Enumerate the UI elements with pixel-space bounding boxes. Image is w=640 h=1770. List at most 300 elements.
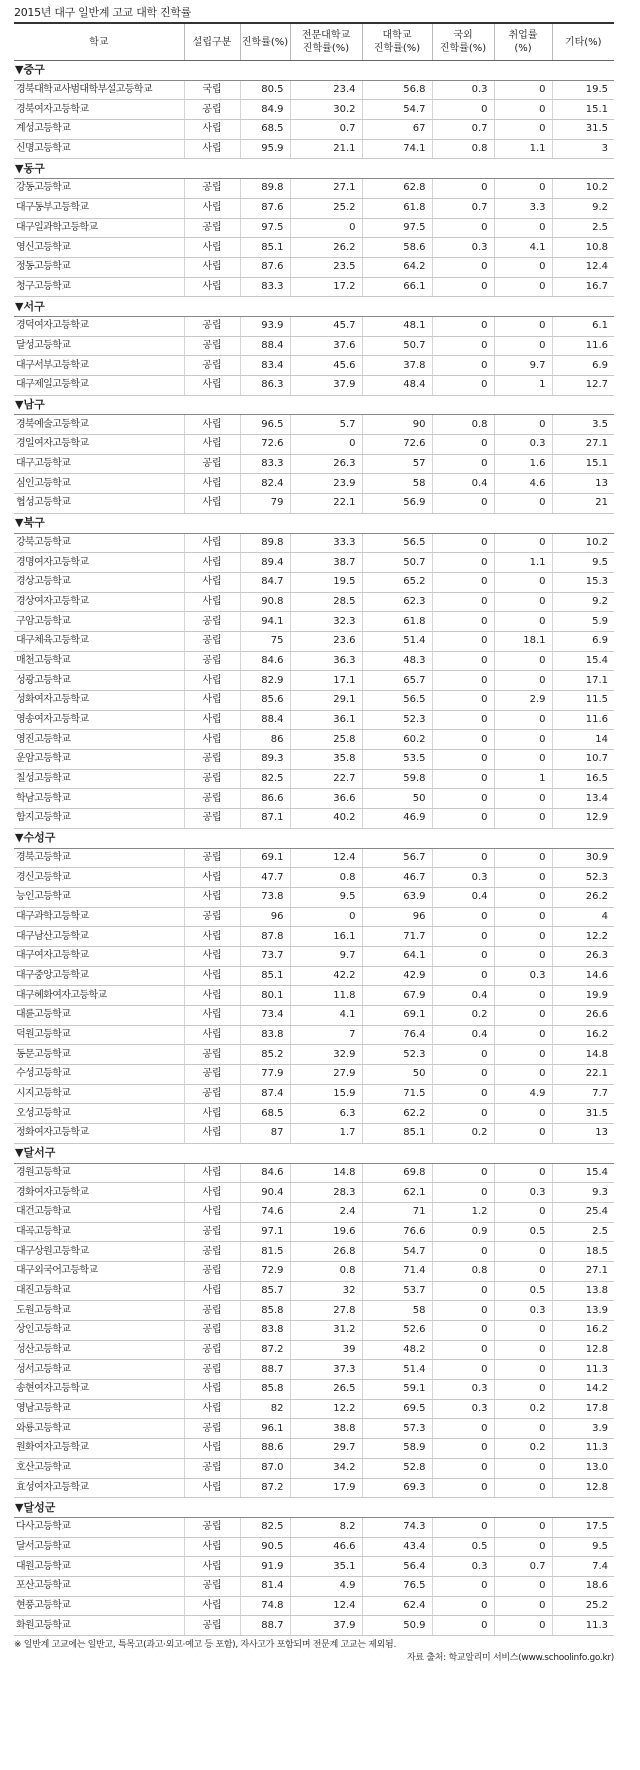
rate-cell: 61.8 [362, 198, 432, 218]
rate-cell: 0 [494, 1006, 552, 1026]
school-name: 영남고등학교 [14, 1399, 184, 1419]
school-name: 효성여자고등학교 [14, 1478, 184, 1498]
column-header [290, 23, 362, 61]
rate-cell: 87.6 [240, 198, 290, 218]
rate-cell: 0 [494, 572, 552, 592]
school-name: 호산고등학교 [14, 1458, 184, 1478]
rate-cell: 62.4 [362, 1596, 432, 1616]
rate-cell: 36.1 [290, 710, 362, 730]
rate-cell: 37.3 [290, 1360, 362, 1380]
table-row [14, 1222, 614, 1242]
rate-cell: 52.3 [362, 1045, 432, 1065]
rate-cell: 0 [432, 336, 494, 356]
school-name: 와룡고등학교 [14, 1419, 184, 1439]
rate-cell: 3.3 [494, 198, 552, 218]
school-name: 대원고등학교 [14, 1557, 184, 1577]
school-name: 경북대학교사범대학부설고등학교 [14, 80, 184, 100]
rate-cell: 84.7 [240, 572, 290, 592]
rate-cell: 37.9 [290, 376, 362, 396]
rate-cell: 57.3 [362, 1419, 432, 1439]
rate-cell: 0 [494, 179, 552, 199]
rate-cell: 62.3 [362, 592, 432, 612]
establishment-type: 사립 [184, 1399, 240, 1419]
table-row [14, 1202, 614, 1222]
rate-cell: 13.9 [552, 1301, 614, 1321]
column-header-sublabel: 진학률(%) [302, 43, 350, 54]
rate-cell: 27.9 [290, 1065, 362, 1085]
school-name: 덕원고등학교 [14, 1025, 184, 1045]
rate-cell: 21.1 [290, 139, 362, 159]
school-name: 능인고등학교 [14, 887, 184, 907]
rate-cell: 1.6 [494, 454, 552, 474]
rate-cell: 30.9 [552, 848, 614, 868]
rate-cell: 0 [432, 1163, 494, 1183]
rate-cell: 76.5 [362, 1576, 432, 1596]
rate-cell: 52.6 [362, 1321, 432, 1341]
school-name: 경상고등학교 [14, 572, 184, 592]
rate-cell: 9.5 [552, 553, 614, 573]
school-name: 대건고등학교 [14, 1202, 184, 1222]
rate-cell: 1.7 [290, 1124, 362, 1144]
table-row [14, 1537, 614, 1557]
rate-cell: 74.3 [362, 1517, 432, 1537]
establishment-type: 사립 [184, 1281, 240, 1301]
rate-cell: 21 [552, 494, 614, 514]
rate-cell: 0 [432, 946, 494, 966]
rate-cell: 56.9 [362, 494, 432, 514]
establishment-type: 사립 [184, 691, 240, 711]
rate-cell: 71.4 [362, 1261, 432, 1281]
rate-cell: 36.6 [290, 789, 362, 809]
establishment-type: 사립 [184, 1537, 240, 1557]
rate-cell: 4 [552, 907, 614, 927]
school-name: 강북고등학교 [14, 533, 184, 553]
establishment-type: 공립 [184, 1084, 240, 1104]
column-header-label: 학교 [89, 36, 109, 48]
school-name: 영송여자고등학교 [14, 710, 184, 730]
rate-cell: 11.3 [552, 1439, 614, 1459]
rate-cell: 0 [432, 848, 494, 868]
table-row [14, 198, 614, 218]
rate-cell: 0 [494, 1202, 552, 1222]
rate-cell: 12.4 [290, 848, 362, 868]
column-header [184, 23, 240, 61]
rate-cell: 0 [494, 927, 552, 947]
rate-cell: 17.5 [552, 1517, 614, 1537]
rate-cell: 71.7 [362, 927, 432, 947]
rate-cell: 19.6 [290, 1222, 362, 1242]
table-row [14, 1006, 614, 1026]
rate-cell: 38.8 [290, 1419, 362, 1439]
rate-cell: 15.4 [552, 1163, 614, 1183]
rate-cell: 97.1 [240, 1222, 290, 1242]
rate-cell: 80.5 [240, 80, 290, 100]
rate-cell: 0 [432, 454, 494, 474]
rate-cell: 90.4 [240, 1183, 290, 1203]
table-row [14, 1576, 614, 1596]
rate-cell: 0 [432, 1242, 494, 1262]
rate-cell: 86.6 [240, 789, 290, 809]
rate-cell: 88.4 [240, 710, 290, 730]
region-row [14, 61, 614, 81]
rate-cell: 19.9 [552, 986, 614, 1006]
rate-cell: 60.2 [362, 730, 432, 750]
table-row [14, 1104, 614, 1124]
rate-cell: 74.8 [240, 1596, 290, 1616]
rate-cell: 82.9 [240, 671, 290, 691]
rate-cell: 54.7 [362, 100, 432, 120]
school-name: 신명고등학교 [14, 139, 184, 159]
school-name: 함지고등학교 [14, 809, 184, 829]
rate-cell: 37.8 [362, 356, 432, 376]
rate-cell: 11.8 [290, 986, 362, 1006]
rate-cell: 50.7 [362, 553, 432, 573]
rate-cell: 58.9 [362, 1439, 432, 1459]
rate-cell: 0 [494, 612, 552, 632]
table-row [14, 1399, 614, 1419]
rate-cell: 90.5 [240, 1537, 290, 1557]
school-name: 대구외국어고등학교 [14, 1261, 184, 1281]
rate-cell: 32 [290, 1281, 362, 1301]
rate-cell: 37.6 [290, 336, 362, 356]
rate-cell: 2.5 [552, 1222, 614, 1242]
column-header-sublabel: 진학률(%) [373, 43, 421, 54]
rate-cell: 1 [494, 769, 552, 789]
rate-cell: 62.2 [362, 1104, 432, 1124]
rate-cell: 88.4 [240, 336, 290, 356]
rate-cell: 73.7 [240, 946, 290, 966]
rate-cell: 22.1 [552, 1065, 614, 1085]
establishment-type: 공립 [184, 612, 240, 632]
rate-cell: 85.6 [240, 691, 290, 711]
school-name: 수성고등학교 [14, 1065, 184, 1085]
establishment-type: 사립 [184, 710, 240, 730]
rate-cell: 67.9 [362, 986, 432, 1006]
rate-cell: 31.5 [552, 120, 614, 140]
rate-cell: 51.4 [362, 1360, 432, 1380]
establishment-type: 사립 [184, 435, 240, 455]
rate-cell: 0 [494, 1478, 552, 1498]
rate-cell: 87.2 [240, 1340, 290, 1360]
rate-cell: 77.9 [240, 1065, 290, 1085]
establishment-type: 사립 [184, 277, 240, 297]
table-row [14, 1458, 614, 1478]
table-row [14, 1596, 614, 1616]
table-row [14, 572, 614, 592]
rate-cell: 69.1 [362, 1006, 432, 1026]
rate-cell: 82 [240, 1399, 290, 1419]
rate-cell: 0 [494, 1360, 552, 1380]
rate-cell: 42.2 [290, 966, 362, 986]
rate-cell: 4.1 [290, 1006, 362, 1026]
rate-cell: 27.1 [552, 435, 614, 455]
table-row [14, 887, 614, 907]
establishment-type: 공립 [184, 1458, 240, 1478]
school-name: 성광고등학교 [14, 671, 184, 691]
rate-cell: 10.2 [552, 179, 614, 199]
rate-cell: 56.4 [362, 1557, 432, 1577]
rate-cell: 12.2 [552, 927, 614, 947]
table-row [14, 651, 614, 671]
school-name: 성산고등학교 [14, 1340, 184, 1360]
table-row [14, 1261, 614, 1281]
column-header [14, 23, 184, 61]
school-name: 대구중앙고등학교 [14, 966, 184, 986]
rate-cell: 13.4 [552, 789, 614, 809]
rate-cell: 17.1 [552, 671, 614, 691]
rate-cell: 11.6 [552, 710, 614, 730]
rate-cell: 84.9 [240, 100, 290, 120]
rate-cell: 15.3 [552, 572, 614, 592]
establishment-type: 공립 [184, 750, 240, 770]
rate-cell: 0 [494, 868, 552, 888]
table-row [14, 238, 614, 258]
table-row [14, 120, 614, 140]
rate-cell: 0.3 [432, 238, 494, 258]
rate-cell: 0.2 [432, 1124, 494, 1144]
school-name: 시지고등학교 [14, 1084, 184, 1104]
region-name: ▼수성구 [14, 828, 614, 848]
table-row [14, 1301, 614, 1321]
rate-cell: 40.2 [290, 809, 362, 829]
rate-cell: 57 [362, 454, 432, 474]
rate-cell: 51.4 [362, 631, 432, 651]
rate-cell: 31.2 [290, 1321, 362, 1341]
rate-cell: 48.3 [362, 651, 432, 671]
establishment-type: 공립 [184, 769, 240, 789]
rate-cell: 7.4 [552, 1557, 614, 1577]
rate-cell: 97.5 [240, 218, 290, 238]
rate-cell: 0.3 [494, 966, 552, 986]
establishment-type: 사립 [184, 533, 240, 553]
rate-cell: 11.5 [552, 691, 614, 711]
establishment-type: 사립 [184, 1124, 240, 1144]
rate-cell: 0 [432, 966, 494, 986]
rate-cell: 38.7 [290, 553, 362, 573]
school-name: 대구체육고등학교 [14, 631, 184, 651]
establishment-type: 공립 [184, 1065, 240, 1085]
rate-cell: 9.2 [552, 592, 614, 612]
rate-cell: 0 [432, 691, 494, 711]
establishment-type: 공립 [184, 1261, 240, 1281]
rate-cell: 34.2 [290, 1458, 362, 1478]
rate-cell: 0 [432, 533, 494, 553]
school-name: 경일여자고등학교 [14, 435, 184, 455]
establishment-type: 사립 [184, 986, 240, 1006]
rate-cell: 0.3 [494, 1301, 552, 1321]
rate-cell: 96 [362, 907, 432, 927]
rate-cell: 0.2 [432, 1006, 494, 1026]
table-row [14, 966, 614, 986]
rate-cell: 0 [494, 1025, 552, 1045]
rate-cell: 46.7 [362, 868, 432, 888]
school-name: 대구고등학교 [14, 454, 184, 474]
school-name: 달서고등학교 [14, 1537, 184, 1557]
establishment-type: 사립 [184, 1202, 240, 1222]
rate-cell: 0 [494, 1104, 552, 1124]
rate-cell: 0.3 [432, 868, 494, 888]
rate-cell: 2.9 [494, 691, 552, 711]
footer-note: ※ 일반계 고교에는 일반고, 특목고(과고·외고·예고 등 포함), 자사고가 포함되며 전문계 고교는 제외됨. [14, 1640, 397, 1650]
rate-cell: 30.2 [290, 100, 362, 120]
school-name: 계성고등학교 [14, 120, 184, 140]
rate-cell: 86.3 [240, 376, 290, 396]
establishment-type: 공립 [184, 1419, 240, 1439]
rate-cell: 23.9 [290, 474, 362, 494]
rate-cell: 0 [432, 809, 494, 829]
rate-cell: 32.9 [290, 1045, 362, 1065]
rate-cell: 18.1 [494, 631, 552, 651]
rate-cell: 0 [494, 100, 552, 120]
region-row [14, 395, 614, 415]
rate-cell: 23.4 [290, 80, 362, 100]
rate-cell: 0 [494, 257, 552, 277]
school-name: 대구서부고등학교 [14, 356, 184, 376]
rate-cell: 50 [362, 789, 432, 809]
rate-cell: 4.1 [494, 238, 552, 258]
rate-cell: 12.2 [290, 1399, 362, 1419]
rate-cell: 0 [432, 1478, 494, 1498]
rate-cell: 0 [432, 257, 494, 277]
establishment-type: 사립 [184, 494, 240, 514]
rate-cell: 28.5 [290, 592, 362, 612]
school-name: 오성고등학교 [14, 1104, 184, 1124]
rate-cell: 0 [290, 907, 362, 927]
rate-cell: 25.2 [552, 1596, 614, 1616]
establishment-type: 사립 [184, 1439, 240, 1459]
region-name: ▼동구 [14, 159, 614, 179]
school-name: 대구남산고등학교 [14, 927, 184, 947]
rate-cell: 69.5 [362, 1399, 432, 1419]
rate-cell: 0 [432, 1321, 494, 1341]
rate-cell: 0 [432, 356, 494, 376]
establishment-type: 공립 [184, 336, 240, 356]
school-name: 대곡고등학교 [14, 1222, 184, 1242]
rate-cell: 0 [494, 1576, 552, 1596]
rate-cell: 3.5 [552, 415, 614, 435]
rate-cell: 85.2 [240, 1045, 290, 1065]
establishment-type: 공립 [184, 454, 240, 474]
rate-cell: 82.4 [240, 474, 290, 494]
table-row [14, 631, 614, 651]
rate-cell: 0.3 [494, 435, 552, 455]
establishment-type: 사립 [184, 1478, 240, 1498]
rate-cell: 0 [494, 730, 552, 750]
rate-cell: 74.6 [240, 1202, 290, 1222]
rate-cell: 0.4 [432, 887, 494, 907]
rate-cell: 52.3 [552, 868, 614, 888]
school-name: 청구고등학교 [14, 277, 184, 297]
rate-cell: 59.1 [362, 1380, 432, 1400]
rate-cell: 0 [432, 927, 494, 947]
rate-cell: 23.5 [290, 257, 362, 277]
rate-cell: 61.8 [362, 612, 432, 632]
school-name: 영신고등학교 [14, 238, 184, 258]
rate-cell: 87.1 [240, 809, 290, 829]
rate-cell: 0.3 [494, 1183, 552, 1203]
rate-cell: 39 [290, 1340, 362, 1360]
school-name: 경북예술고등학교 [14, 415, 184, 435]
school-name: 대구여자고등학교 [14, 946, 184, 966]
rate-cell: 9.5 [552, 1537, 614, 1557]
table-row [14, 1025, 614, 1045]
school-name: 정화여자고등학교 [14, 1124, 184, 1144]
rate-cell: 0.8 [290, 1261, 362, 1281]
table-row [14, 316, 614, 336]
establishment-type: 공립 [184, 1616, 240, 1636]
rate-cell: 0.5 [494, 1281, 552, 1301]
region-row [14, 828, 614, 848]
rate-cell: 88.7 [240, 1360, 290, 1380]
rate-cell: 0.5 [432, 1537, 494, 1557]
school-name: 대륜고등학교 [14, 1006, 184, 1026]
rate-cell: 85.1 [362, 1124, 432, 1144]
rate-cell: 35.1 [290, 1557, 362, 1577]
table-row [14, 257, 614, 277]
rate-cell: 50 [362, 1065, 432, 1085]
rate-cell: 72.6 [362, 435, 432, 455]
table-row [14, 277, 614, 297]
region-name: ▼남구 [14, 395, 614, 415]
establishment-type: 사립 [184, 1596, 240, 1616]
table-row [14, 848, 614, 868]
rate-cell: 14 [552, 730, 614, 750]
rate-cell: 0 [494, 80, 552, 100]
rate-cell: 25.2 [290, 198, 362, 218]
rate-cell: 19.5 [290, 572, 362, 592]
rate-cell: 0.2 [494, 1439, 552, 1459]
rate-cell: 85.8 [240, 1301, 290, 1321]
table-body [14, 61, 614, 1636]
establishment-type: 사립 [184, 730, 240, 750]
rate-cell: 0 [494, 316, 552, 336]
rate-cell: 62.1 [362, 1183, 432, 1203]
rate-cell: 81.5 [240, 1242, 290, 1262]
rate-cell: 22.7 [290, 769, 362, 789]
rate-cell: 82.5 [240, 1517, 290, 1537]
establishment-type: 사립 [184, 198, 240, 218]
rate-cell: 0 [494, 592, 552, 612]
table-row [14, 435, 614, 455]
rate-cell: 0.4 [432, 986, 494, 1006]
rate-cell: 43.4 [362, 1537, 432, 1557]
rate-cell: 3 [552, 139, 614, 159]
region-name: ▼달서구 [14, 1143, 614, 1163]
rate-cell: 76.4 [362, 1025, 432, 1045]
rate-cell: 0 [494, 789, 552, 809]
rate-cell: 11.3 [552, 1360, 614, 1380]
table-row [14, 691, 614, 711]
establishment-type: 사립 [184, 120, 240, 140]
rate-cell: 84.6 [240, 1163, 290, 1183]
rate-cell: 12.4 [290, 1596, 362, 1616]
table-row [14, 80, 614, 100]
rate-cell: 72.6 [240, 435, 290, 455]
rate-cell: 0 [494, 809, 552, 829]
table-row [14, 454, 614, 474]
rate-cell: 56.7 [362, 848, 432, 868]
table-row [14, 494, 614, 514]
rate-cell: 59.8 [362, 769, 432, 789]
school-name: 협성고등학교 [14, 494, 184, 514]
establishment-type: 사립 [184, 592, 240, 612]
rate-cell: 1.1 [494, 553, 552, 573]
establishment-type: 공립 [184, 179, 240, 199]
rate-cell: 16.1 [290, 927, 362, 947]
rate-cell: 58 [362, 474, 432, 494]
rate-cell: 0 [432, 671, 494, 691]
table-row [14, 710, 614, 730]
